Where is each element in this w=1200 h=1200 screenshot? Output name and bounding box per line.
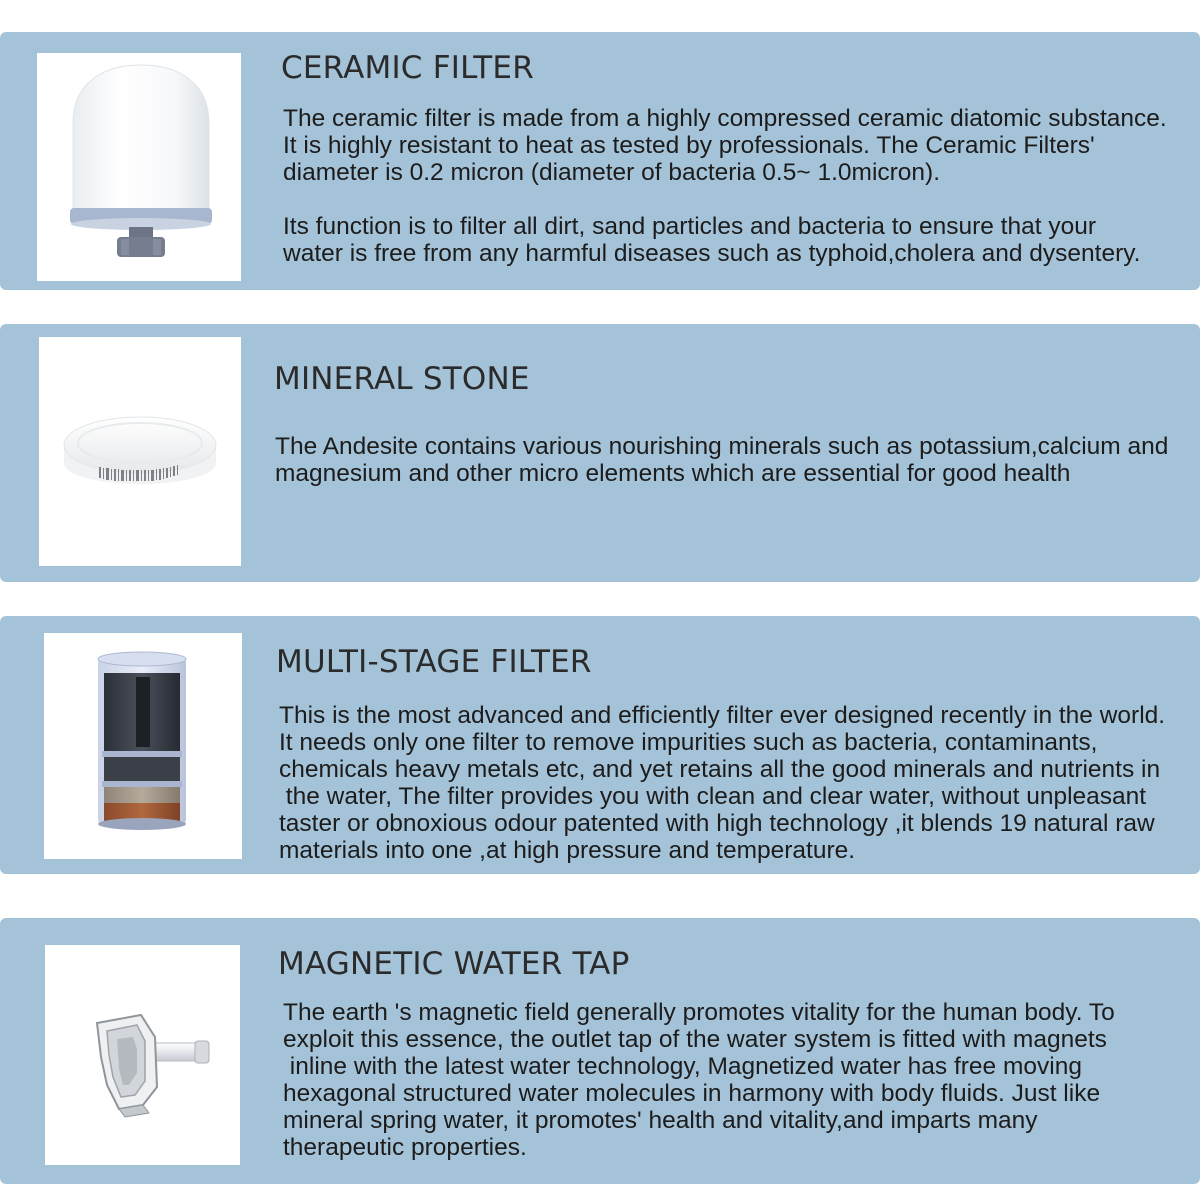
- text-line: hexagonal structured water molecules in harmony with body fluids. Just like: [283, 1080, 1101, 1107]
- text-line: The Andesite contains various nourishing minerals such as potassium,calcium and: [275, 433, 1169, 460]
- text-line: It is highly resistant to heat as tested by professionals. The Ceramic Filters': [283, 132, 1095, 159]
- multi-stage-cartridge-icon: [44, 633, 242, 859]
- text-line: Its function is to filter all dirt, sand particles and bacteria to ensure that your: [283, 213, 1096, 240]
- mineral-stone-icon: [39, 337, 241, 566]
- section-multi-stage-filter: [0, 616, 1200, 874]
- text-line: inline with the latest water technology, Magnetized water has free moving: [283, 1053, 1082, 1080]
- section-description: [279, 702, 1165, 864]
- section-description: [275, 433, 1168, 487]
- text-line: The earth 's magnetic field generally promotes vitality for the human body. To: [283, 999, 1115, 1026]
- text-line: The ceramic filter is made from a highly compressed ceramic diatomic substance.: [283, 105, 1167, 132]
- section-description: [283, 105, 1167, 267]
- section-title: MULTI-STAGE FILTER: [276, 644, 592, 680]
- magnetic-tap-image: [45, 945, 240, 1165]
- ceramic-filter-image: [37, 53, 241, 281]
- text-line: chemicals heavy metals etc, and yet retains all the good minerals and nutrients in: [279, 756, 1161, 783]
- text-line: materials into one ,at high pressure and temperature.: [279, 837, 856, 864]
- text-line: magnesium and other micro elements which are essential for good health: [275, 460, 1071, 487]
- section-title: MAGNETIC WATER TAP: [278, 946, 630, 982]
- section-description: [283, 999, 1115, 1161]
- text-line: the water, The filter provides you with clean and clear water, without unpleasant: [279, 783, 1147, 810]
- text-line: It needs only one filter to remove impurities such as bacteria, contaminants,: [279, 729, 1098, 756]
- text-line: exploit this essence, the outlet tap of the water system is fitted with magnets: [283, 1026, 1107, 1053]
- section-magnetic-water-tap: [0, 918, 1200, 1184]
- text-line: taster or obnoxious odour patented with high technology ,it blends 19 natural raw: [279, 810, 1155, 837]
- mineral-stone-image: [39, 337, 241, 566]
- text-line: mineral spring water, it promotes' health and vitality,and imparts many: [283, 1107, 1038, 1134]
- multi-stage-filter-image: [44, 633, 242, 859]
- text-line: This is the most advanced and efficiently filter ever designed recently in the world.: [279, 702, 1166, 729]
- section-mineral-stone: [0, 324, 1200, 582]
- text-line: therapeutic properties.: [283, 1134, 527, 1161]
- ceramic-filter-icon: [37, 53, 241, 281]
- section-title: MINERAL STONE: [274, 361, 530, 397]
- section-title: CERAMIC FILTER: [281, 50, 534, 86]
- section-ceramic-filter: [0, 32, 1200, 290]
- text-line: water is free from any harmful diseases such as typhoid,cholera and dysentery.: [283, 240, 1141, 267]
- magnetic-tap-icon: [45, 945, 240, 1165]
- text-line: diameter is 0.2 micron (diameter of bacteria 0.5~ 1.0micron).: [283, 159, 941, 186]
